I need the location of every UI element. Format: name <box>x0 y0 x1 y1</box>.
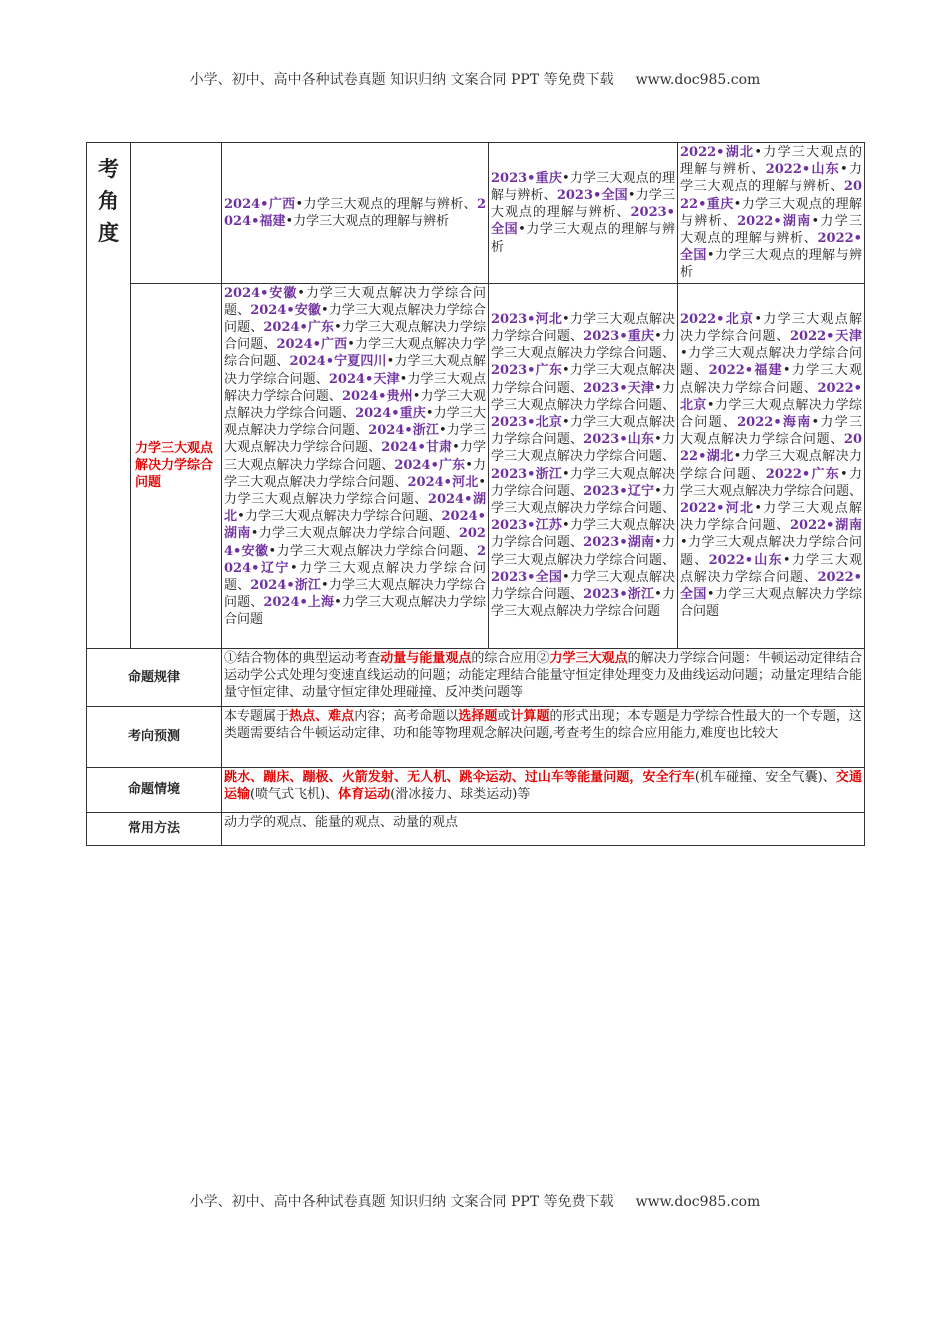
citation-source: 2023•广东 <box>491 363 562 379</box>
citation-source: 2024•贵州 <box>341 388 413 404</box>
citation-topic: •力学三大观点解决力学综合问题、 <box>491 535 675 568</box>
rules-label: 命题规律 <box>87 648 222 706</box>
citation-source: 2024•安徽 <box>250 302 322 318</box>
citation-source: 2022•湖南 <box>790 518 862 534</box>
citation-topic: •力学三大观点解决力学综合问题、 <box>224 285 486 318</box>
citation-topic: •力学三大观点的理解与辨析、 <box>680 213 862 247</box>
page-header <box>0 69 950 89</box>
citation-source: 2022•湖北 <box>680 145 755 160</box>
citation-topic: •力学三大观点解决力学综合问题、 <box>224 423 486 456</box>
citation-source: 2024•广东 <box>394 457 466 473</box>
side-label <box>87 143 131 649</box>
body-text: (机车碰撞、安全气囊)、 <box>694 769 836 785</box>
body-text: 的解决力学综合问题：牛顿运动定律结合运动学公式处理匀变速直线运动的问题；动能定理结合能量守恒定律处理变力及曲线运动问题；动量定理结合能量守恒定律、动量守恒定律处理碰撞、反冲类问题等 <box>224 650 862 701</box>
citation-topic: •力学三大观点解决力学综合问题、 <box>680 535 862 568</box>
body-text: ①结合物体的典型运动考查 <box>224 650 381 666</box>
citation-topic: •力学三大观点的理解与辨析、 <box>680 196 863 229</box>
rules-text <box>222 648 865 706</box>
citation-source: 2022•海南 <box>737 415 812 431</box>
body-text: 本专题属于 <box>224 708 290 724</box>
citation-topic: •力学三大观点解决力学综合问题、 <box>224 371 486 404</box>
highlight-text: 力学三大观点 <box>549 650 628 666</box>
citation-source: 2024•湖北 <box>224 492 486 525</box>
citation-topic: •力学三大观点解决力学综合问题、 <box>224 457 486 490</box>
citation-topic: •力学三大观点解决力学综合问题、 <box>224 474 486 508</box>
citation-source: 2022•北京 <box>680 311 755 327</box>
citation-topic: •力学三大观点解决力学综合问题、 <box>680 397 862 431</box>
citation-topic: •力学三大观点的理解与辨析、 <box>680 145 862 178</box>
page-footer <box>0 1191 950 1211</box>
row1-2024 <box>222 143 489 284</box>
citation-topic: •力学三大观点解决力学综合问题、 <box>224 320 486 353</box>
citation-topic: •力学三大观点解决力学综合问题、 <box>680 311 862 344</box>
citation-source: 2024•浙江 <box>250 578 322 594</box>
methods-label: 常用方法 <box>87 812 222 845</box>
citation-topic: •力学三大观点解决力学综合问题、 <box>680 501 862 534</box>
highlight-text: 选择题 <box>458 708 498 724</box>
row2-2022 <box>678 283 865 648</box>
header-text: 小学、初中、高中各种试卷真题 知识归纳 文案合同 PPT 等免费下载 <box>189 72 614 88</box>
citation-source: 2022•福建 <box>708 363 783 379</box>
citation-source: 2023•全国 <box>556 188 628 203</box>
citation-topic: •力学三大观点的理解与辨析 <box>680 248 862 281</box>
header-url: www.doc985.com <box>635 72 761 88</box>
citation-source: 2024•福建 <box>224 196 486 229</box>
citation-topic: •力学三大观点解决力学综合问题、 <box>491 569 675 603</box>
citation-source: 2022•广东 <box>765 466 841 482</box>
citation-topic: •力学三大观点解决力学综合问题、 <box>250 526 459 542</box>
citation-source: 2024•辽宁 <box>224 543 486 576</box>
citation-topic: •力学三大观点解决力学综合问题、 <box>680 415 862 448</box>
citation-topic: •力学三大观点解决力学综合问题、 <box>224 302 486 336</box>
citation-source: 2024•安徽 <box>224 526 486 559</box>
citation-topic: •力学三大观点解决力学综合问题、 <box>491 311 675 344</box>
citation-source: 2024•宁夏四川 <box>289 354 387 370</box>
citation-topic: •力学三大观点解决力学综合问题、 <box>224 440 486 473</box>
body-text: 的综合应用② <box>471 650 550 666</box>
citation-topic: •力学三大观点解决力学综合问题、 <box>491 329 675 362</box>
citation-source: 2023•辽宁 <box>583 483 655 499</box>
citation-topic: •力学三大观点解决力学综合问题、 <box>491 466 675 499</box>
citation-source: 2023•北京 <box>491 415 562 431</box>
citation-source: 2022•北京 <box>680 380 862 413</box>
citation-source: 2024•甘肃 <box>381 440 453 456</box>
citation-topic: •力学三大观点的理解与辨析、 <box>491 188 675 221</box>
citation-source: 2023•重庆 <box>491 170 562 186</box>
citation-topic: •力学三大观点的理解与辨析、 <box>491 170 675 203</box>
citation-topic: •力学三大观点解决力学综合问题、 <box>491 415 675 448</box>
citation-topic: •力学三大观点解决力学综合问题 <box>224 595 486 628</box>
citation-source: 2023•湖南 <box>583 535 655 551</box>
citation-source: 2023•山东 <box>583 432 655 448</box>
body-text: 内容；高考命题以 <box>354 708 459 724</box>
citation-source: 2024•浙江 <box>368 423 439 439</box>
citation-topic: •力学三大观点解决力学综合问题 <box>491 587 675 620</box>
forecast-label: 考向预测 <box>87 706 222 767</box>
citation-source: 2022•湖南 <box>737 213 812 229</box>
citation-source: 2022•湖北 <box>680 432 862 465</box>
citation-source: 2022•河北 <box>680 501 755 517</box>
footer-text: 小学、初中、高中各种试卷真题 知识归纳 文案合同 PPT 等免费下载 <box>189 1194 614 1210</box>
citation-source: 2024•广西 <box>276 337 348 353</box>
citation-source: 2023•河北 <box>491 311 562 327</box>
row2-2023 <box>489 283 678 648</box>
citation-topic: •力学三大观点解决力学综合问题、 <box>224 578 486 611</box>
citation-topic: •力学三大观点的理解与辨析、 <box>295 196 477 212</box>
citation-source: 2024•广东 <box>263 320 335 336</box>
citation-source: 2024•重庆 <box>355 406 426 422</box>
citation-topic: •力学三大观点解决力学综合问题、 <box>680 363 862 396</box>
body-text: 的形式出现；本专题是力学综合性最大的一个专题，这类题需要结合牛顿运动定律、功和能等物理观念解决问题,考查考生的综合应用能力,难度也比较大 <box>224 708 862 741</box>
citation-source: 2022•山东 <box>765 162 841 178</box>
citation-topic: •力学三大观点解决力学综合问题、 <box>491 432 675 465</box>
row2-label: 力学三大观点解决力学综合问题 <box>131 283 222 648</box>
citation-topic: •力学三大观点的理解与辨析 <box>491 222 675 255</box>
context-text <box>222 767 865 812</box>
citation-topic: •力学三大观点解决力学综合问题、 <box>491 483 675 517</box>
row2-2024 <box>222 283 489 648</box>
citation-source: 2023•江苏 <box>491 518 562 534</box>
citation-source: 2023•浙江 <box>491 466 562 482</box>
citation-source: 2024•天津 <box>328 371 400 387</box>
citation-source: 2023•重庆 <box>583 329 655 344</box>
citation-topic: •力学三大观点解决力学综合问题、 <box>224 354 486 387</box>
row1-2023 <box>489 143 678 284</box>
citation-source: 2022•重庆 <box>680 179 862 212</box>
side-label-text: 考角度 <box>97 156 119 245</box>
methods-text: 动力学的观点、能量的观点、动量的观点 <box>222 812 865 845</box>
citation-topic: •力学三大观点解决力学综合问题、 <box>491 518 675 551</box>
highlight-text: 体育运动 <box>338 786 391 802</box>
citation-topic: •力学三大观点解决力学综合问题、 <box>224 560 487 594</box>
citation-source: 2024•安徽 <box>224 285 298 301</box>
row1-2022 <box>678 143 865 284</box>
highlight-text: 交通运输 <box>224 769 862 802</box>
citation-topic: •力学三大观点解决力学综合问题、 <box>224 388 486 422</box>
citation-source: 2022•山东 <box>708 552 783 568</box>
highlight-text: 热点、难点 <box>289 708 355 724</box>
citation-topic: •力学三大观点的理解与辨析、 <box>680 162 862 195</box>
citation-topic: •力学三大观点解决力学综合问题、 <box>491 380 675 413</box>
citation-topic: •力学三大观点解决力学综合问题、 <box>680 552 862 585</box>
footer-url: www.doc985.com <box>635 1194 761 1210</box>
citation-source: 2024•上海 <box>263 595 335 611</box>
citation-source: 2022•天津 <box>790 329 862 344</box>
citation-topic: •力学三大观点解决力学综合问题、 <box>224 337 486 370</box>
body-text: 或 <box>497 708 511 724</box>
citation-source: 2024•河北 <box>407 474 479 490</box>
citation-source: 2023•天津 <box>583 380 655 396</box>
exam-analysis-table <box>86 142 865 846</box>
citation-source: 2024•广西 <box>224 196 296 212</box>
context-label: 命题情境 <box>87 767 222 812</box>
citation-source: 2023•全国 <box>491 569 562 585</box>
citation-topic: •力学三大观点解决力学综合问题、 <box>491 363 675 396</box>
citation-source: 2023•全国 <box>491 205 675 238</box>
row1-label <box>131 143 222 284</box>
citation-topic: •力学三大观点解决力学综合问题、 <box>237 509 442 525</box>
highlight-text: 跳水、蹦床、蹦极、火箭发射、无人机、跳伞运动、过山车等能量问题，安全行车 <box>224 769 695 785</box>
citation-source: 2024•湖南 <box>224 509 486 542</box>
citation-source: 2022•全国 <box>680 231 862 264</box>
citation-topic: •力学三大观点解决力学综合问题、 <box>224 406 486 439</box>
citation-topic: •力学三大观点解决力学综合问题、 <box>680 346 862 379</box>
body-text: (喷气式飞机)、 <box>250 786 339 802</box>
citation-topic: •力学三大观点的理解与辨析 <box>285 213 450 229</box>
citation-source: 2022•全国 <box>680 569 862 603</box>
citation-topic: •力学三大观点解决力学综合问题、 <box>680 466 863 499</box>
citation-topic: •力学三大观点解决力学综合问题 <box>680 587 862 620</box>
body-text: (滑冰接力、球类运动)等 <box>390 786 531 802</box>
citation-topic: •力学三大观点解决力学综合问题、 <box>268 543 477 559</box>
highlight-text: 计算题 <box>510 708 550 724</box>
citation-source: 2023•浙江 <box>583 587 655 603</box>
forecast-text <box>222 706 865 767</box>
citation-topic: •力学三大观点解决力学综合问题、 <box>680 449 863 482</box>
highlight-text: 动量与能量观点 <box>380 650 472 666</box>
